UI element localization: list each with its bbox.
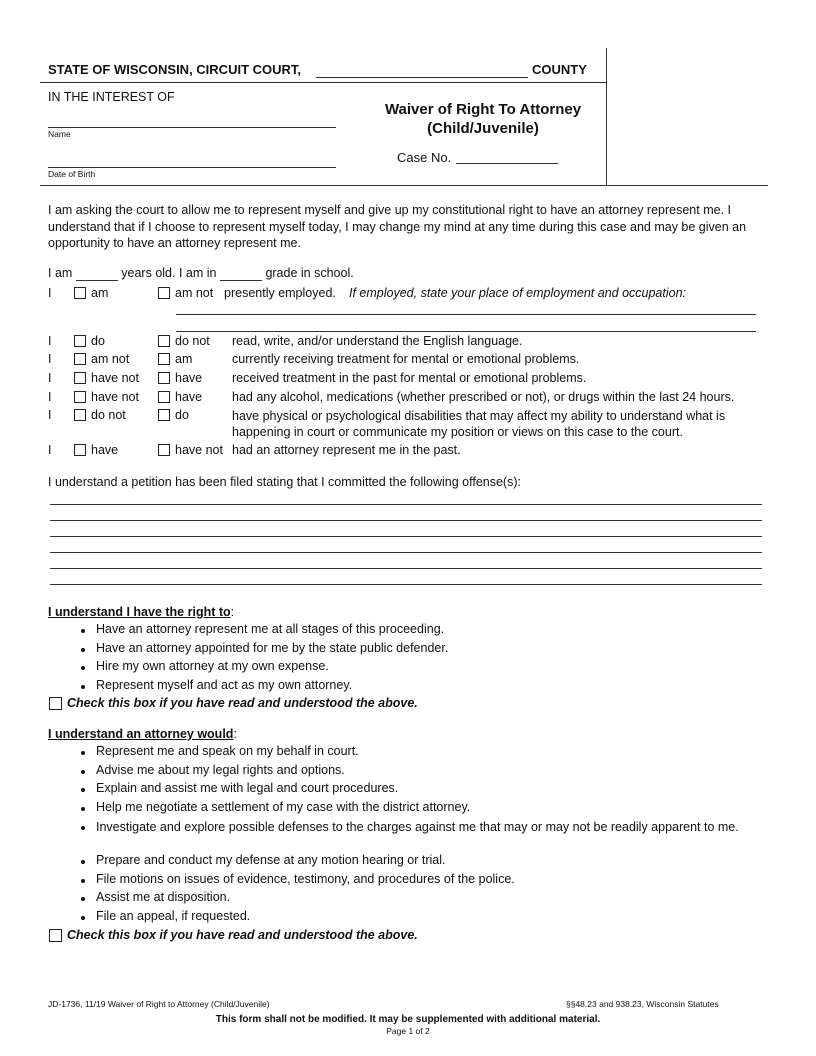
statement-option2-checkbox[interactable]: [158, 353, 170, 365]
statement-text: read, write, and/or understand the English language.: [232, 334, 523, 348]
form-title-line1: Waiver of Right To Attorney: [384, 101, 582, 118]
statement-i: I: [48, 408, 52, 422]
attorney-understood-checkbox[interactable]: [49, 929, 62, 942]
list-item: Have an attorney appointed for me by the state public defender.: [96, 641, 449, 655]
statutes: §§48.23 and 938.23, Wisconsin Statutes: [566, 999, 719, 1009]
form-id: JD-1736, 11/19 Waiver of Right to Attorney (Child/Juvenile): [48, 999, 270, 1009]
rights-heading: [48, 605, 234, 619]
statement-option1-checkbox[interactable]: [74, 353, 86, 365]
statement-option1-checkbox[interactable]: [74, 409, 86, 421]
page-number: Page 1 of 2: [386, 1026, 430, 1036]
statement-option2-label: have not: [175, 443, 223, 457]
header-divider-top: [40, 82, 606, 83]
statement-i: I: [48, 443, 52, 457]
list-item: Represent myself and act as my own attorney.: [96, 678, 353, 692]
petition-text: I understand a petition has been filed stating that I committed the following offense(s):: [48, 475, 521, 489]
statement-option1-checkbox[interactable]: [74, 372, 86, 384]
list-item: File motions on issues of evidence, testimony, and procedures of the police.: [96, 872, 515, 886]
list-item: Have an attorney represent me at all stages of this proceeding.: [96, 622, 445, 636]
bullet-icon: [81, 916, 85, 920]
age-field[interactable]: [76, 266, 118, 281]
statement-option1-label: have not: [91, 390, 139, 404]
statement-option2-checkbox[interactable]: [158, 409, 170, 421]
employed-am-label: am: [91, 286, 109, 300]
bullet-icon: [81, 770, 85, 774]
statement-option2-label: am: [175, 352, 193, 366]
attorney-heading-colon: :: [233, 727, 237, 741]
statement-option1-checkbox[interactable]: [74, 335, 86, 347]
statement-option2-label: do: [175, 408, 189, 422]
bullet-icon: [81, 807, 85, 811]
county-label: COUNTY: [532, 62, 587, 77]
rights-understood-checkbox[interactable]: [49, 697, 62, 710]
employment-line-1[interactable]: [176, 314, 756, 315]
rights-heading-colon: :: [230, 605, 235, 619]
county-field[interactable]: [316, 77, 528, 78]
name-field[interactable]: [48, 127, 336, 128]
attorney-heading-text: I understand an attorney would: [48, 727, 234, 741]
offense-line[interactable]: [50, 504, 762, 505]
list-item: Explain and assist me with legal and court procedures.: [96, 781, 399, 795]
statement-option2-label: have: [175, 390, 203, 404]
form-title-line2: (Child/Juvenile): [427, 120, 539, 137]
list-item: File an appeal, if requested.: [96, 909, 251, 923]
rights-heading-text: I understand I have the right to: [48, 605, 231, 619]
bullet-icon: [81, 751, 85, 755]
years-old-text: years old. I am in: [121, 266, 217, 280]
employment-line-2[interactable]: [176, 331, 756, 332]
statement-i: I: [48, 352, 52, 366]
list-item: Advise me about my legal rights and options.: [96, 763, 345, 777]
employed-am-not-checkbox[interactable]: [158, 287, 170, 299]
in-interest-label: IN THE INTEREST OF: [48, 90, 175, 104]
statement-text: had any alcohol, medications (whether prescribed or not), or drugs within the last 24 hours.: [232, 390, 735, 404]
court-header-label: STATE OF WISCONSIN, CIRCUIT COURT,: [48, 62, 302, 77]
statement-option1-label: am not: [91, 352, 130, 366]
statement-text: had an attorney represent me in the past.: [232, 443, 461, 457]
rights-check-instruction: Check this box if you have read and understood the above.: [67, 696, 418, 710]
list-item: Help me negotiate a settlement of my case with the district attorney.: [96, 800, 471, 814]
statement-option2-label: do not: [175, 334, 210, 348]
employment-i: I: [48, 286, 52, 300]
offense-line[interactable]: [50, 584, 762, 585]
statement-option1-checkbox[interactable]: [74, 444, 86, 456]
dob-label: Date of Birth: [48, 169, 96, 179]
statement-i: I: [48, 334, 52, 348]
offense-line[interactable]: [50, 552, 762, 553]
intro-paragraph: I am asking the court to allow me to represent myself and give up my constitutional right to have an attorney represent me. I understand that if I choose to represent myself today, I may change my mind at any time during this case and may be given an opportunity to have an attorney represent me.: [48, 203, 747, 250]
bullet-icon: [81, 685, 85, 689]
attorney-heading: [48, 727, 237, 741]
case-no-label: Case No.: [397, 150, 452, 165]
header-vertical-divider: [606, 48, 607, 185]
offense-line[interactable]: [50, 536, 762, 537]
statement-option1-label: do not: [91, 408, 126, 422]
name-label: Name: [48, 129, 71, 139]
statement-option2-checkbox[interactable]: [158, 335, 170, 347]
employment-text: presently employed.: [224, 286, 336, 300]
list-item: Assist me at disposition.: [96, 890, 231, 904]
bullet-icon: [81, 860, 85, 864]
offense-line[interactable]: [50, 568, 762, 569]
bullet-icon: [81, 879, 85, 883]
statement-option2-checkbox[interactable]: [158, 391, 170, 403]
attorney-check-instruction: Check this box if you have read and understood the above.: [67, 928, 418, 942]
bullet-icon: [81, 666, 85, 670]
statement-option1-checkbox[interactable]: [74, 391, 86, 403]
age-grade-line: [48, 266, 354, 281]
statement-i: I: [48, 371, 52, 385]
bullet-icon: [81, 788, 85, 792]
employed-am-checkbox[interactable]: [74, 287, 86, 299]
form-title: [360, 100, 606, 138]
list-item: Investigate and explore possible defenses to the charges against me that may or may not be readily apparent to me.: [96, 820, 739, 834]
grade-text: grade in school.: [265, 266, 354, 280]
employment-hint: If employed, state your place of employment and occupation:: [349, 286, 686, 300]
list-item: Hire my own attorney at my own expense.: [96, 659, 329, 673]
statement-text: received treatment in the past for mental or emotional problems.: [232, 371, 587, 385]
statement-option2-label: have: [175, 371, 203, 385]
bullet-icon: [81, 897, 85, 901]
statement-option1-label: have not: [91, 371, 139, 385]
statement-option2-checkbox[interactable]: [158, 444, 170, 456]
statement-text: have physical or psychological disabilities that may affect my ability to understand what is happening in court or communicate my position or views on this case to the court.: [232, 409, 726, 439]
case-no-field[interactable]: [456, 163, 558, 164]
header-divider-bottom: [40, 185, 768, 186]
statement-text: currently receiving treatment for mental or emotional problems.: [232, 352, 580, 366]
list-item: Represent me and speak on my behalf in court.: [96, 744, 359, 758]
dob-field[interactable]: [48, 167, 336, 168]
list-item: Prepare and conduct my defense at any motion hearing or trial.: [96, 853, 446, 867]
modification-notice: This form shall not be modified. It may be supplemented with additional material.: [215, 1014, 601, 1025]
grade-field[interactable]: [220, 266, 262, 281]
bullet-icon: [81, 826, 85, 830]
statement-option1-label: do: [91, 334, 105, 348]
offense-line[interactable]: [50, 520, 762, 521]
statement-option1-label: have: [91, 443, 119, 457]
statement-option2-checkbox[interactable]: [158, 372, 170, 384]
i-am-text: I am: [48, 266, 73, 280]
statement-i: I: [48, 390, 52, 404]
bullet-icon: [81, 629, 85, 633]
bullet-icon: [81, 648, 85, 652]
employed-am-not-label: am not: [175, 286, 214, 300]
